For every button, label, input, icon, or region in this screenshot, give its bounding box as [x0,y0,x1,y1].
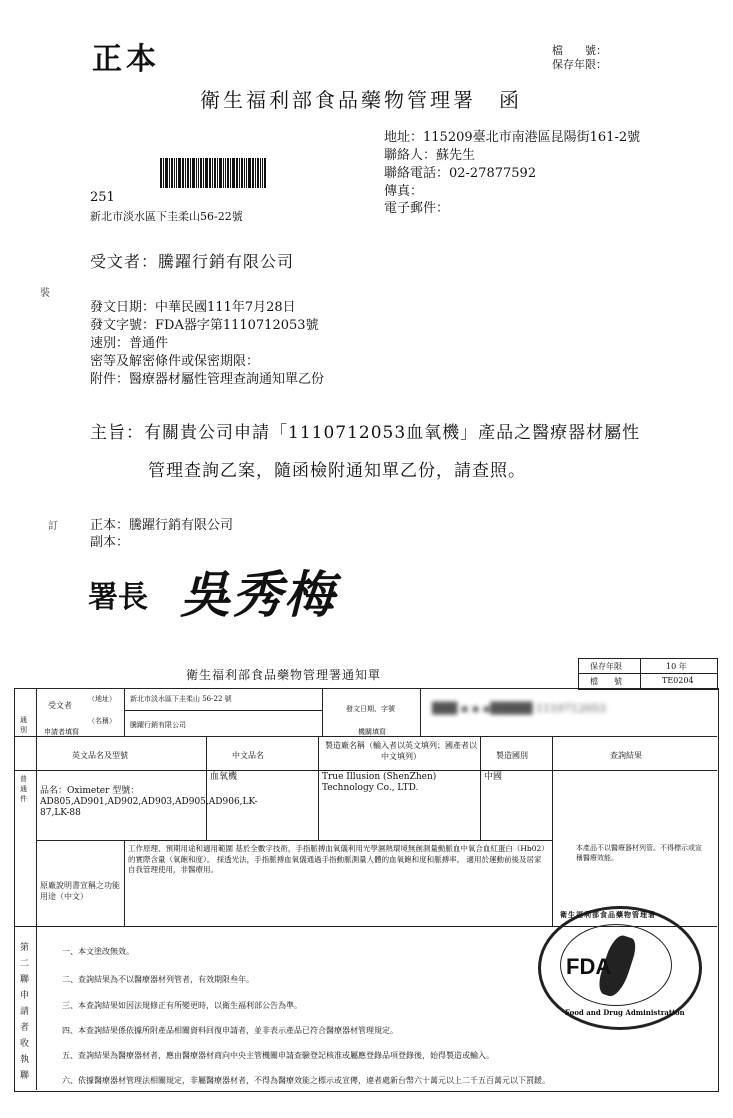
note-2: 二、查詢結果為不以醫療器材列管者，有效期限叁年。 [62,975,254,984]
secrecy: 密等及解密條件或保密期限： [90,354,260,369]
col-country: 製造國別 [496,751,528,760]
applicant-fill-note: 申請者填寫 [44,728,79,736]
addressee: 受文者：騰躍行銷有限公司 [90,252,295,271]
col-zh-name: 中文品名 [232,751,264,760]
sender-contact: 聯絡人：蘇先生 [384,148,476,163]
product-en-name: 品名：Oximeter 型號：AD805,AD901,AD902,AD903,AD905,AD906,LK-87,LK-88 [40,786,258,818]
seal-text-bottom: Food and Drug Administration [565,1008,685,1017]
copy-original: 正本：騰躍行銷有限公司 [90,518,234,533]
sender-fax: 傳真： [384,184,424,199]
row-side-label: 普通件 [20,775,27,803]
applicant-name: 騰躍行銷有限公司 [130,721,186,729]
category-label: 通別 [20,716,27,734]
desc-label: 原廠說明書宣稱之功能用途（中文） [40,881,120,901]
signature-title: 署長 [88,580,148,615]
signature-name: 吳秀梅 [180,565,336,624]
manufacturer: True Illusion (ShenZhen) Technology Co., LTD. [322,772,437,793]
applicant-label: 受文者 [48,701,72,710]
result: 本產品不以醫療器材列管。不得標示或宣稱醫療效能。 [576,844,702,862]
sender-address: 地址：115209臺北市南港區昆陽街161-2號 [384,130,641,145]
desc-text: 工作原理、預期用途和適用範圍 基於全數字技術，手指脈搏血氧儀利用光學濕熱環境無創測量動脈血中氧合血紅蛋白（Hb02）的實際含量（氧飽和度）。 採透光法，手指脈搏血氧儀通過手指動脈測量人體的血氧飽和度和脈搏率。 適用於運動前後及居家自我管理使用，非醫療用。 [128,844,546,874]
note-3: 三、本查詢結果如因法規修正有所變更時，以衛生福利部公告為準。 [62,1001,302,1010]
product-zh-name: 血氧機 [210,772,238,782]
subject-line-1: 主旨：有關貴公司申請「1110712053血氧機」產品之醫療器材屬性 [90,423,641,443]
binder-mark-ding: 訂 [48,521,58,532]
side-label: 第二聯 申請者收執聯 [20,943,39,1081]
retention-label: 保存年限： [552,58,607,71]
issue-label: 發文日期、字號 [346,705,395,713]
note-4: 四、本查詢結果係依據所附產品相關資料回復申請者，並非表示產品已符合醫療器材管理規定。 [62,1026,398,1035]
file-no-label: 檔 號： [552,44,607,57]
doc-number: 發文字號：FDA器字第1110712053號 [90,318,319,333]
note-5: 五、查詢結果為醫療器材者，應由醫療器材商向中央主管機關申請查驗登記核准或屬應登錄品項登錄後，始得製造或輸入。 [62,1051,494,1060]
seal-logo: FDA [566,954,612,979]
attachment: 附件：醫療器材屬性管理查詢通知單乙份 [90,372,325,387]
notice-retention-label: 保存年限 [590,662,622,671]
binder-mark-zhuang: 裝 [40,288,50,299]
barcode [160,158,267,188]
note-6: 六、依據醫療器材管理法相關規定，非屬醫療器材者，不得為醫療效能之標示或宣傳，違者處新台幣六十萬元以上二千五百萬元以下罰鍰。 [62,1076,550,1085]
col-manufacturer: 製造廠名稱（輸入者以英文填列；國產者以中文填列） [325,741,477,761]
copy-type-stamp: 正本 [92,42,160,77]
recipient-address: 新北市淡水區下圭柔山56-22號 [90,210,243,223]
note-1: 一、本文塗改無效。 [62,947,134,956]
notice-file-label: 檔 號 [590,677,622,686]
col-result: 查詢結果 [610,751,642,760]
recipient-postal-code: 251 [90,190,115,205]
notice-title: 衛生福利部食品藥物管理署通知單 [186,668,382,682]
issue-blurred-value: ███ ▪ ▪ ▪█████ 1110712053 [432,702,607,715]
col-en-name: 英文品名及型號 [72,751,128,760]
subject-line-2: 管理查詢乙案，隨函檢附通知單乙份，請查照。 [148,461,526,481]
country: 中國 [484,772,503,782]
sender-email: 電子郵件： [384,201,450,216]
seal-text-top: 衛生福利部食品藥物管理署 [560,910,656,919]
agency-fill-note: 機關填寫 [358,728,386,736]
speed-class: 速別：普通件 [90,336,169,351]
copy-duplicate: 副本： [90,535,130,550]
sender-phone: 聯絡電話：02-27877592 [384,166,537,181]
name-label: （名稱） [88,717,116,725]
notice-file-value: TE0204 [662,676,694,685]
notice-retention-value: 10 年 [666,662,687,671]
issue-date: 發文日期：中華民國111年7月28日 [90,300,296,315]
page-title: 衛生福利部食品藥物管理署 函 [200,88,522,112]
applicant-address: 新北市淡水區下圭柔山 56-22 號 [130,695,232,703]
address-label: （地址） [88,695,116,703]
